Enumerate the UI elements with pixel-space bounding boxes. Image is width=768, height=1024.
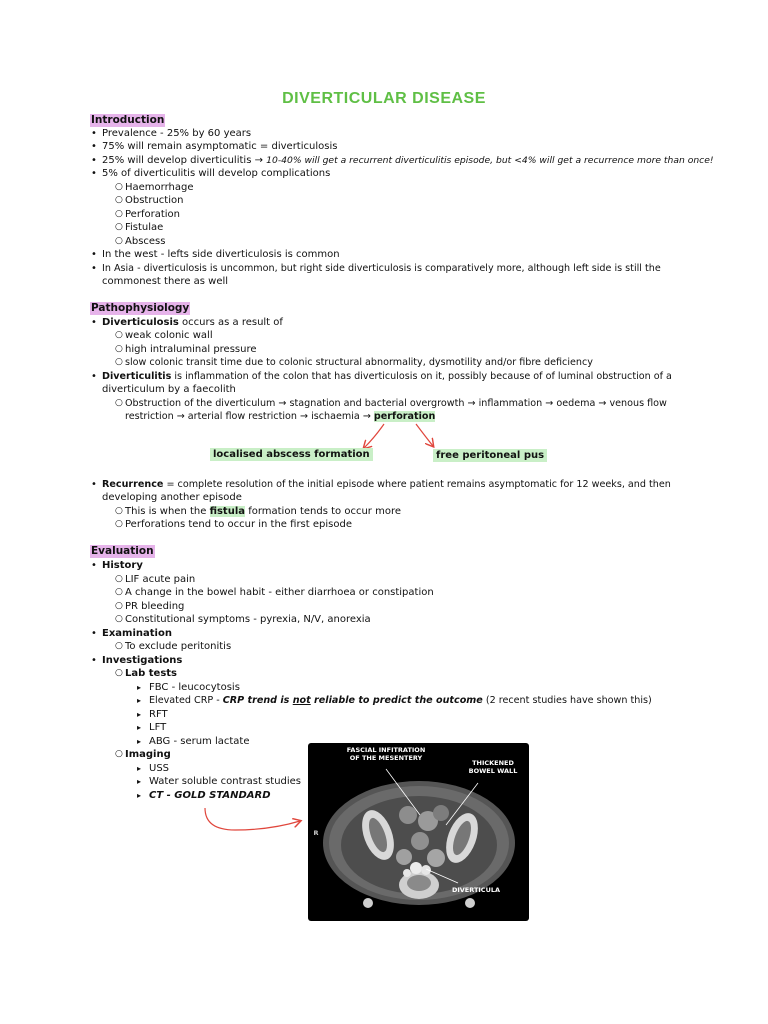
list-item-continuation: commonest there as well <box>102 276 229 287</box>
ct-label-mesentery: FASCIAL INFITRATION OF THE MESENTERY <box>346 746 426 762</box>
list-item-continuation: restriction → arterial flow restriction → ischaemia → perforation <box>125 411 436 422</box>
arrow-to-abscess <box>364 424 384 448</box>
perforation-highlight: perforation <box>373 411 436 422</box>
ct-scan-image <box>308 743 529 921</box>
list-item-continuation: diverticulum by a faecolith <box>102 384 236 395</box>
heading-introduction: Introduction <box>91 114 165 126</box>
page-title: DIVERTICULAR DISEASE <box>282 90 486 107</box>
outcome-free-peritoneal-pus: free peritoneal pus <box>433 449 547 462</box>
outcome-localised-abscess: localised abscess formation <box>210 448 373 461</box>
ct-label-thickened-bowel-wall: THICKENED BOWEL WALL <box>468 759 518 775</box>
ct-marker-r: R <box>313 829 319 837</box>
ct-label-diverticula: DIVERTICULA <box>451 886 501 894</box>
heading-pathophysiology: Pathophysiology <box>91 302 190 314</box>
arrow-to-ct-image <box>205 808 300 830</box>
heading-evaluation: Evaluation <box>91 545 154 557</box>
list-item-continuation: developing another episode <box>102 492 242 503</box>
arrow-to-pus <box>416 424 433 446</box>
